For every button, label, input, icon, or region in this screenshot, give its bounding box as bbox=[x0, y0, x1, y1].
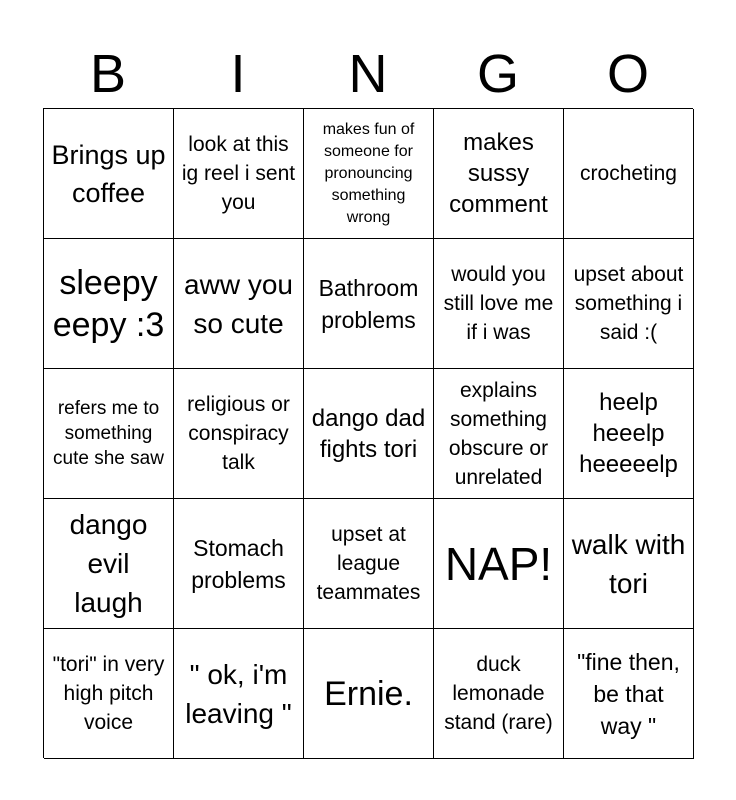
cell-text: upset at league teammates bbox=[316, 523, 421, 604]
cell-text: Stomach problems bbox=[191, 534, 286, 593]
cell-text: aww you so cute bbox=[184, 268, 293, 339]
header-letter-i: I bbox=[230, 44, 246, 104]
bingo-cell[interactable] bbox=[434, 499, 564, 629]
bingo-cell[interactable] bbox=[564, 629, 694, 759]
bingo-cell[interactable] bbox=[174, 239, 304, 369]
bingo-cell[interactable] bbox=[564, 499, 694, 629]
cell-text: "tori" in very high pitch voice bbox=[52, 653, 165, 734]
bingo-cell[interactable] bbox=[44, 499, 174, 629]
cell-text: "fine then, be that way " bbox=[577, 648, 680, 739]
cell-text: duck lemonade stand (rare) bbox=[444, 653, 553, 734]
bingo-cell[interactable] bbox=[44, 109, 174, 239]
bingo-cell[interactable] bbox=[304, 109, 434, 239]
bingo-cell[interactable] bbox=[44, 239, 174, 369]
bingo-cell[interactable] bbox=[304, 499, 434, 629]
cell-text: would you still love me if i was bbox=[443, 263, 554, 344]
cell-text: refers me to something cute she saw bbox=[53, 398, 164, 469]
cell-text: Brings up coffee bbox=[51, 139, 166, 208]
bingo-cell[interactable] bbox=[564, 369, 694, 499]
cell-text: explains something obscure or unrelated bbox=[448, 378, 549, 489]
cell-text: upset about something i said :( bbox=[573, 263, 684, 344]
bingo-cell[interactable] bbox=[174, 499, 304, 629]
bingo-cell[interactable] bbox=[44, 629, 174, 759]
bingo-cell[interactable] bbox=[174, 369, 304, 499]
bingo-cell[interactable] bbox=[304, 369, 434, 499]
bingo-cell[interactable] bbox=[304, 239, 434, 369]
cell-text: look at this ig reel i sent you bbox=[181, 133, 296, 214]
bingo-cell[interactable] bbox=[174, 109, 304, 239]
bingo-board bbox=[43, 108, 693, 758]
cell-text: heelp heeelp heeeeelp bbox=[579, 389, 678, 478]
header-letter-g: G bbox=[476, 44, 519, 104]
bingo-cell[interactable] bbox=[44, 369, 174, 499]
cell-text: makes sussy comment bbox=[449, 129, 548, 218]
bingo-cell[interactable] bbox=[434, 239, 564, 369]
bingo-header bbox=[43, 40, 693, 108]
bingo-cell[interactable] bbox=[564, 109, 694, 239]
cell-text: dango evil laugh bbox=[69, 509, 148, 618]
cell-text: " ok, i'm leaving " bbox=[185, 658, 292, 729]
header-letter-b: B bbox=[89, 44, 127, 104]
cell-text: NAP! bbox=[444, 537, 553, 590]
cell-text: Bathroom problems bbox=[318, 274, 419, 333]
header-letter-o: O bbox=[606, 44, 649, 104]
bingo-cell[interactable] bbox=[304, 629, 434, 759]
cell-text: religious or conspiracy talk bbox=[187, 393, 290, 474]
cell-text: crocheting bbox=[580, 162, 677, 185]
bingo-cell[interactable] bbox=[564, 239, 694, 369]
cell-text: walk with tori bbox=[571, 528, 686, 599]
bingo-cell[interactable] bbox=[434, 369, 564, 499]
bingo-cell[interactable] bbox=[174, 629, 304, 759]
cell-text: sleepy eepy :3 bbox=[52, 263, 165, 344]
cell-text: makes fun of someone for pronouncing something wrong bbox=[322, 120, 415, 226]
bingo-cell[interactable] bbox=[434, 629, 564, 759]
cell-text: Ernie. bbox=[324, 674, 413, 713]
cell-text: dango dad fights tori bbox=[311, 404, 426, 463]
bingo-cell[interactable] bbox=[434, 109, 564, 239]
header-letter-n: N bbox=[348, 44, 388, 104]
